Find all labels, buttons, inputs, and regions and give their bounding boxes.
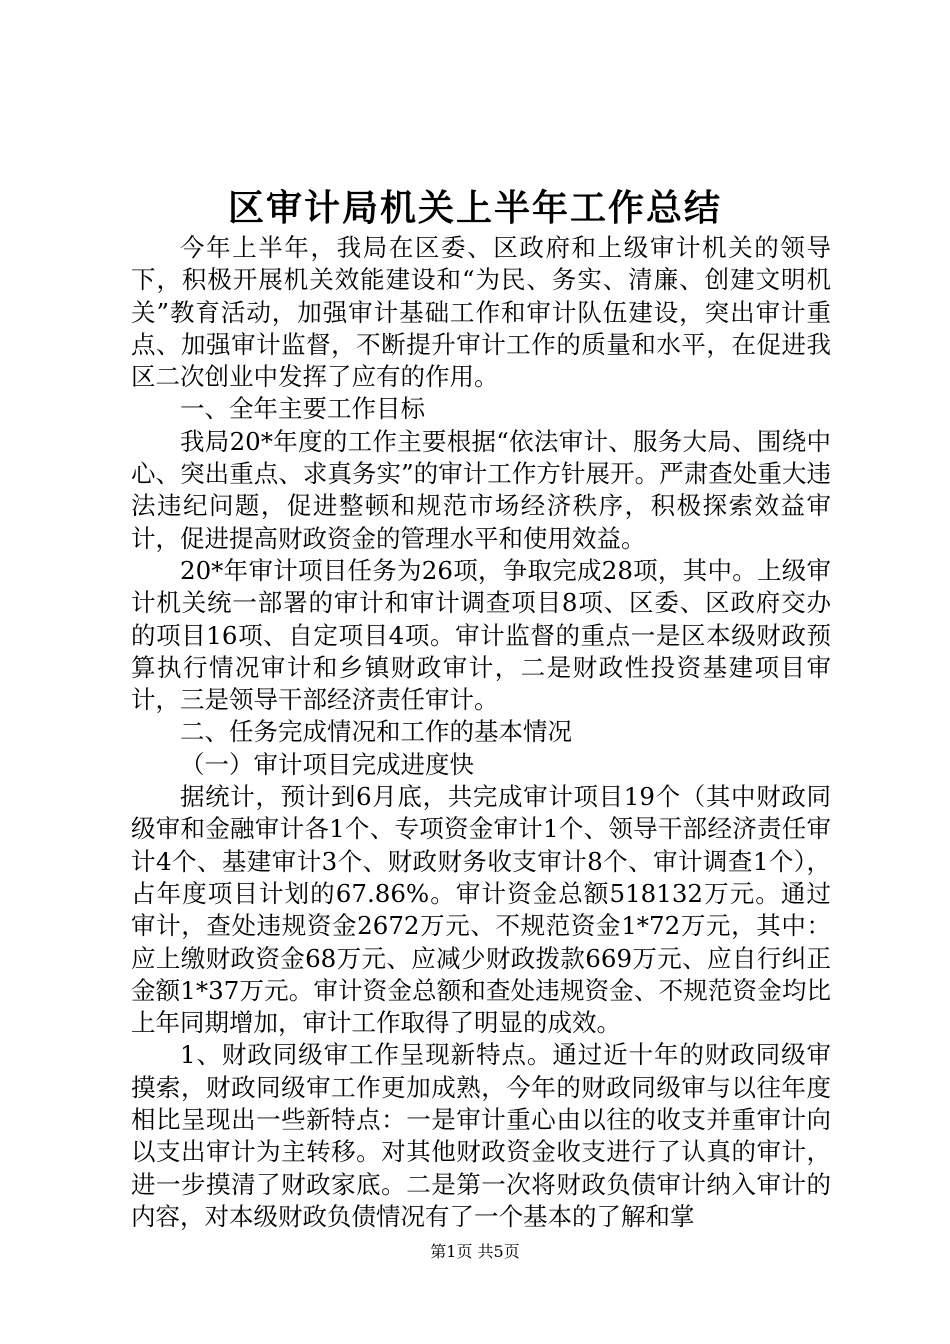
subsection-heading-1: （一）审计项目完成进度快 [180, 749, 474, 779]
paragraph-intro: 今年上半年，我局在区委、区政府和上级审计机关的领导下，积极开展机关效能建设和“为民、务实、清廉、创建文明机关”教育活动，加强审计基础工作和审计队伍建设，突出审计重点、加强审计监督，不断提升审计工作的质量和水平，在促进我区二次创业中发挥了应有的作用。 [131, 233, 831, 392]
paragraph-fiscal-audit: 1、财政同级审工作呈现新特点。通过近十年的财政同级审摸索，财政同级审工作更加成熟，今年的财政同级审与以往年度相比呈现出一些新特点：一是审计重心由以往的收支并重审计向以支出审计为主转移。对其他财政资金收支进行了认真的审计，进一步摸清了财政家底。二是第一次将财政负债审计纳入审计的内容，对本级财政负债情况有了一个基本的了解和掌 [131, 1040, 831, 1231]
paragraph-goals: 我局20*年度的工作主要根据“依法审计、服务大局、围绕中心、突出重点、求真务实”的审计工作方针展开。严肃查处重大违法违纪问题，促进整顿和规范市场经济秩序，积极探索效益审计，促进提高财政资金的管理水平和使用效益。 [131, 426, 831, 553]
document-title: 区审计局机关上半年工作总结 [227, 187, 722, 229]
page-number-footer: 第1页 共5页 [430, 1242, 520, 1261]
document-body [131, 232, 831, 1233]
section-heading-1: 一、全年主要工作目标 [180, 394, 425, 424]
paragraph-statistics: 据统计，预计到6月底，共完成审计项目19个（其中财政同级审和金融审计各1个、专项资金审计1个、领导干部经济责任审计4个、基建审计3个、财政财务收支审计8个、审计调查1个），占年度项目计划的67.86%。审计资金总额518132万元。通过审计，查处违规资金2672万元、不规范资金1*72万元，其中：应上缴财政资金68万元、应减少财政拨款669万元、应自行纠正金额1*37万元。审计资金总额和查处违规资金、不规范资金均比上年同期增加，审计工作取得了明显的成效。 [131, 782, 831, 1038]
paragraph-tasks: 20*年审计项目任务为26项，争取完成28项，其中。上级审计机关统一部署的审计和审计调查项目8项、区委、区政府交办的项目16项、自定项目4项。审计监督的重点一是区本级财政预算执行情况审计和乡镇财政审计，二是财政性投资基建项目审计，三是领导干部经济责任审计。 [131, 555, 831, 715]
section-heading-2: 二、任务完成情况和工作的基本情况 [180, 717, 572, 747]
